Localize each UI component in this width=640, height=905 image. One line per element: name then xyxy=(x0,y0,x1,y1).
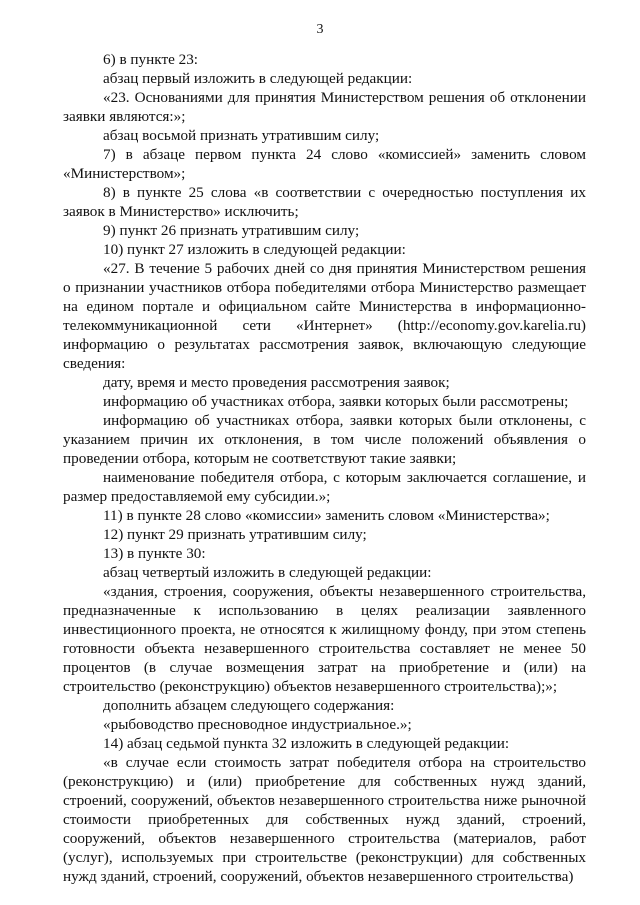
paragraph: 9) пункт 26 признать утратившим силу; xyxy=(103,222,360,239)
paragraph: 14) абзац седьмой пункта 32 изложить в следующей редакции: xyxy=(103,735,510,752)
paragraph: абзац восьмой признать утратившим силу; xyxy=(103,127,380,144)
paragraph: абзац четвертый изложить в следующей редакции: xyxy=(103,564,432,581)
paragraph: 6) в пункте 23: xyxy=(103,51,199,68)
paragraph: информацию об участниках отбора, заявки которых были рассмотрены; xyxy=(103,393,569,410)
paragraph: «27. В течение 5 рабочих дней со дня принятия Министерством решения о признании участников отбора победителями отбора Министерство размещает на едином портале и официальном сайте Министерства в информационно-телекоммуникационной сети «Интернет» (http://economy.gov.karelia.ru) информацию о результатах рассмотрения заявок, включающую следующие сведения: xyxy=(63,260,586,372)
document-body xyxy=(63,50,586,886)
paragraph: 8) в пункте 25 слова «в соответствии с очередностью поступления их заявок в Министерство» исключить; xyxy=(63,184,586,220)
paragraph: «здания, строения, сооружения, объекты незавершенного строительства, предназначенные к использованию в целях реализации заявленного инвестиционного проекта, не относятся к жилищному фонду, при этом степень готовности объекта незавершенного строительства составляет не менее 50 процентов (в случае возмещения затрат на приобретение и (или) на строительство (реконструкцию) объектов незавершенного строительства);»; xyxy=(63,583,586,695)
page-number: 3 xyxy=(316,22,324,37)
paragraph: 10) пункт 27 изложить в следующей редакции: xyxy=(103,241,406,258)
paragraph: дополнить абзацем следующего содержания: xyxy=(103,697,395,714)
paragraph: информацию об участниках отбора, заявки которых были отклонены, с указанием причин их отклонения, в том числе положений объявления о проведении отбора, которым не соответствуют такие заявки; xyxy=(63,412,586,467)
paragraph: абзац первый изложить в следующей редакции: xyxy=(103,70,413,87)
paragraph: «23. Основаниями для принятия Министерством решения об отклонении заявки являются:»; xyxy=(63,89,586,125)
paragraph: 7) в абзаце первом пункта 24 слово «комиссией» заменить словом «Министерством»; xyxy=(63,146,586,182)
paragraph: наименование победителя отбора, с которым заключается соглашение, и размер предоставляемой ему субсидии.»; xyxy=(63,469,586,505)
paragraph: 12) пункт 29 признать утратившим силу; xyxy=(103,526,367,543)
paragraph: «в случае если стоимость затрат победителя отбора на строительство (реконструкцию) и (или) приобретение для собственных нужд зданий, строений, сооружений, объектов незавершенного строительства ниже рыночной стоимости приобретенных для собственных нужд зданий, строений, сооружений, объектов незавершенного строительства (материалов, работ (услуг), используемых при строительстве (реконструкции) для собственных нужд зданий, строений, сооружений, объектов незавершенного строительства) xyxy=(63,754,586,885)
paragraph: 11) в пункте 28 слово «комиссии» заменить словом «Министерства»; xyxy=(103,507,550,524)
paragraph: 13) в пункте 30: xyxy=(103,545,206,562)
paragraph: «рыбоводство пресноводное индустриальное.»; xyxy=(103,716,412,733)
paragraph: дату, время и место проведения рассмотрения заявок; xyxy=(103,374,450,391)
